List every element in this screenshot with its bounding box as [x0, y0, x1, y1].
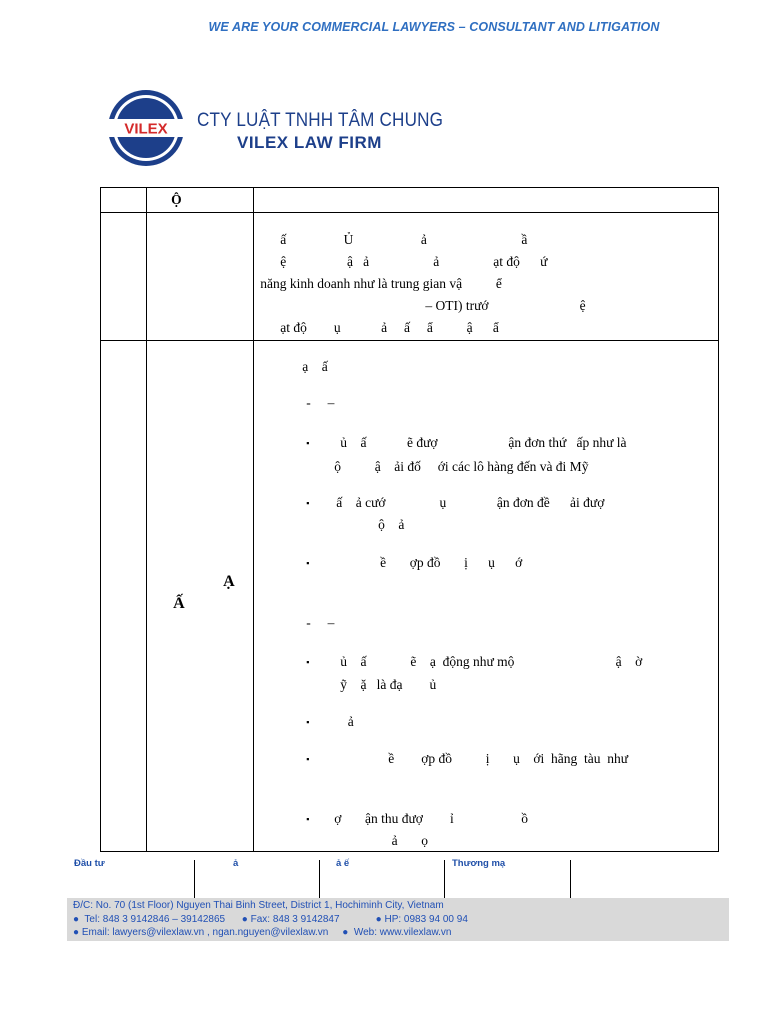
list-item: ộ ả: [334, 517, 405, 532]
row3-label-1: Ạ: [223, 573, 235, 590]
header-cell-2: Ộ: [147, 188, 254, 213]
content-table: [100, 187, 719, 852]
bullet-icon: ▪: [306, 558, 310, 568]
text-line: - –: [306, 395, 335, 410]
contact-email-web: ● Email: lawyers@vilexlaw.vn , ngan.nguyen@vilexlaw.vn ● Web: www.vilexlaw.vn: [73, 927, 452, 938]
bullet-icon: ▪: [306, 814, 310, 824]
table-row-2: [101, 213, 719, 341]
contact-block: [67, 898, 729, 941]
header-cell-1: [101, 188, 147, 213]
list-item: ủ ấ ẽ ạ động như mộ ậ ờ: [340, 654, 643, 669]
firm-name-en: VILEX LAW FIRM: [237, 133, 382, 152]
header-cell-3: [254, 188, 719, 213]
firm-name-vn: CTY LUẬT TNHH TÂM CHUNG: [197, 110, 444, 131]
row3-label-2: Ấ: [173, 595, 185, 612]
list-item: ợ ận thu đượ ỉ ồ: [334, 811, 528, 826]
row2-content: [254, 213, 719, 341]
text-line: ạ ấ: [302, 359, 328, 374]
list-item: ả: [334, 714, 354, 729]
practice-area: Thương mạ: [452, 858, 506, 869]
bullet-icon: ▪: [306, 754, 310, 764]
table-header-row: [101, 188, 719, 213]
list-item: ấ ả cướ ụ ận đơn đề ải đượ: [336, 495, 605, 510]
text-line: - –: [306, 615, 335, 630]
list-item: ủ ấ ẽ đượ ận đơn thứ ấp như là: [340, 435, 627, 450]
list-item: ộ ậ ải đố ới các lô hàng đến và đi Mỹ: [334, 459, 589, 474]
list-item: ề ợp đồ ị ụ ớ: [336, 555, 523, 570]
row3-label-cell: [147, 341, 254, 852]
vilex-logo: [106, 88, 186, 168]
text-line: ệ ậ ả ả ạt độ ứ: [280, 254, 548, 269]
bullet-icon: ▪: [306, 657, 310, 667]
practice-area: Đầu tư: [74, 858, 105, 869]
practice-area: ả ế: [336, 858, 350, 869]
table-row-3: [101, 341, 719, 852]
bullet-icon: ▪: [306, 498, 310, 508]
text-line: ạt độ ụ ả ấ ẩ ậ ẩ: [280, 320, 499, 335]
list-item: ả ọ: [334, 833, 428, 848]
contact-phones: ● Tel: 848 3 9142846 – 39142865 ● Fax: 848 3 9142847 ● HP: 0983 94 00 94: [73, 914, 468, 925]
list-item: ỹ ặ là đạ ủ: [340, 677, 437, 692]
list-item: ề ợp đồ ị ụ ới hãng tàu như: [334, 751, 629, 766]
bullet-icon: ▪: [306, 717, 310, 727]
contact-address: Đ/C: No. 70 (1st Floor) Nguyen Thai Binh Street, District 1, Hochiminh City, Vietnam: [73, 900, 444, 911]
bullet-icon: ▪: [306, 438, 310, 448]
header-tagline: WE ARE YOUR COMMERCIAL LAWYERS – CONSULTANT AND LITIGATION: [208, 20, 660, 34]
text-line: ấ Ủ ả ầ: [280, 232, 528, 247]
practice-area: ả: [233, 858, 239, 869]
text-line: năng kinh doanh như là trung gian vậ ể: [260, 276, 502, 291]
text-line: – OTI) trướ ệ: [280, 298, 586, 313]
logo-text: VILEX: [124, 120, 168, 138]
row3-content: [254, 341, 719, 852]
practice-areas-bar: [72, 858, 722, 898]
